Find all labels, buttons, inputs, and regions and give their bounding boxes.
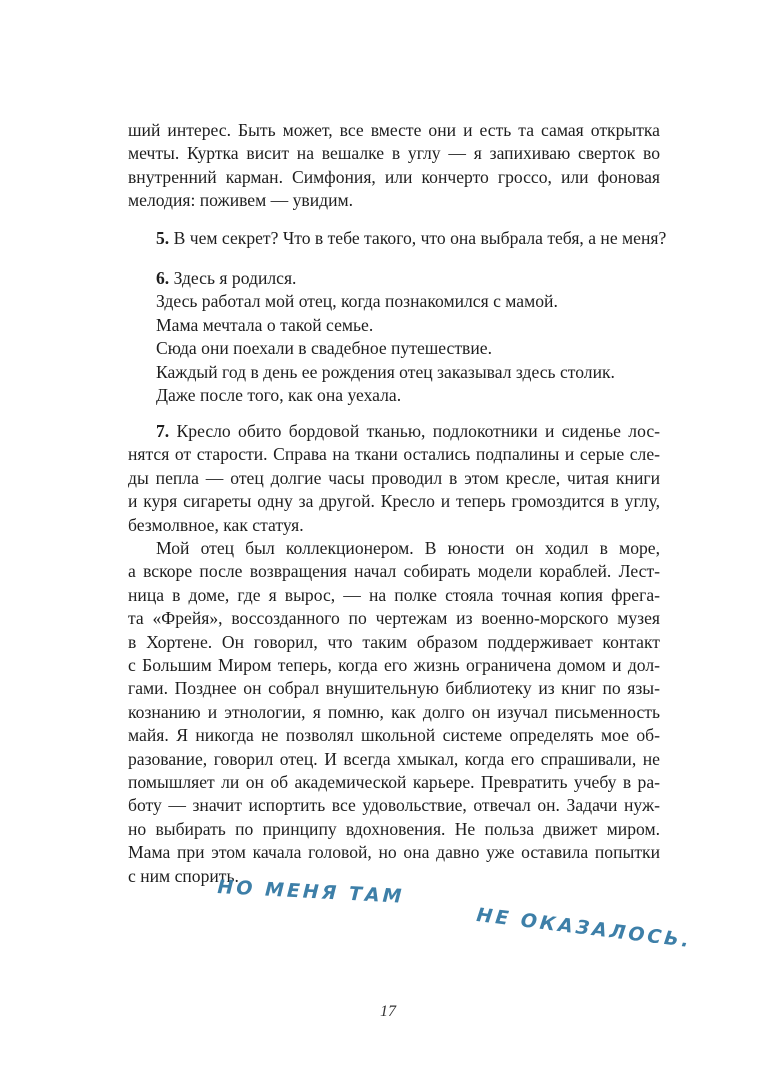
text-line: Сюда они поехали в свадебное путешествие.	[156, 338, 492, 359]
text-line: гами. Позднее он собрал внушительную библиотеку из книг по язы-	[128, 678, 660, 699]
item-text: В чем секрет? Что в тебе такого, что она выбрала тебя, а не меня?	[173, 228, 667, 248]
text-line: безмолвное, как статуя.	[128, 514, 304, 535]
item-text: Кресло обито бордовой тканью, подлокотники и сиденье лос-	[176, 421, 660, 441]
text-line	[128, 267, 660, 290]
text-line: Мама мечтала о такой семье.	[156, 314, 374, 335]
item-number: 7.	[156, 421, 170, 441]
text-line	[128, 420, 660, 443]
item-text: Здесь я родился.	[173, 268, 297, 288]
page-number: 17	[380, 1003, 396, 1020]
text-line: и куря сигареты одну за другой. Кресло и теперь громоздится в углу,	[128, 491, 660, 512]
text-line: Здесь работал мой отец, когда познакомился с мамой.	[156, 291, 558, 312]
item-6	[128, 267, 660, 407]
text-line: помышляет ли он об академической карьере. Превратить учебу в ра-	[128, 772, 660, 793]
handwritten-note-line-1: НО МЕНЯ ТАМ	[216, 876, 406, 908]
item-number: 5.	[156, 228, 170, 248]
text-line: с ним спорить.	[128, 865, 239, 886]
text-line: мечты. Куртка висит на вешалке в углу — я запихиваю сверток во	[128, 143, 660, 164]
paragraph-intro	[128, 119, 660, 213]
text-line: но выбирать по принципу вдохновения. Не польза движет миром.	[128, 818, 660, 839]
text-line: с Большим Миром теперь, когда его жизнь ограничена домом и дол-	[128, 655, 660, 676]
text-line: Мама при этом качала головой, но она давно уже оставила попытки	[128, 842, 660, 863]
text-line: кознанию и этнологии, я помню, как долго он изучал письменность	[128, 701, 660, 722]
text-line: та «Фрейя», воссозданного по чертежам из военно-морского музея	[128, 608, 660, 629]
text-line: нятся от старости. Справа на ткани остались подпалины и серые сле-	[128, 444, 660, 465]
text-line: мелодия: поживем — увидим.	[128, 190, 354, 211]
item-5	[128, 227, 667, 250]
text-line: Даже после того, как она уехала.	[156, 385, 402, 406]
text-line	[128, 227, 667, 250]
item-7	[128, 420, 660, 537]
text-line: ница в доме, где я вырос, — на полке стояла точная копия фрега-	[128, 584, 660, 605]
text-line: разование, говорил отец. И всегда хмыкал, когда его спрашивали, не	[128, 748, 660, 769]
text-line: Мой отец был коллекционером. В юности он ходил в море,	[156, 538, 660, 558]
text-line: в Хортене. Он говорил, что таким образом поддерживает контакт	[128, 631, 660, 652]
text-line: внутренний карман. Симфония, или кончерто гроссо, или фоновая	[128, 166, 660, 187]
text-line: ший интерес. Быть может, все вместе они и есть та самая открытка	[128, 120, 660, 140]
text-line: ды пепла — отец долгие часы проводил в этом кресле, читая книги	[128, 467, 660, 488]
text-line: боту — значит испортить все удовольствие, отвечал он. Задачи нуж-	[128, 795, 660, 816]
text-line: майя. Я никогда не позволял школьной системе определять мое об-	[128, 725, 660, 746]
paragraph-father	[128, 537, 660, 888]
handwritten-note-line-2: НЕ ОКАЗАЛОСЬ.	[475, 904, 694, 953]
text-line: а вскоре после возвращения начал собирать модели кораблей. Лест-	[128, 561, 660, 582]
text-line: Каждый год в день ее рождения отец заказывал здесь столик.	[156, 361, 615, 382]
item-number: 6.	[156, 268, 170, 288]
